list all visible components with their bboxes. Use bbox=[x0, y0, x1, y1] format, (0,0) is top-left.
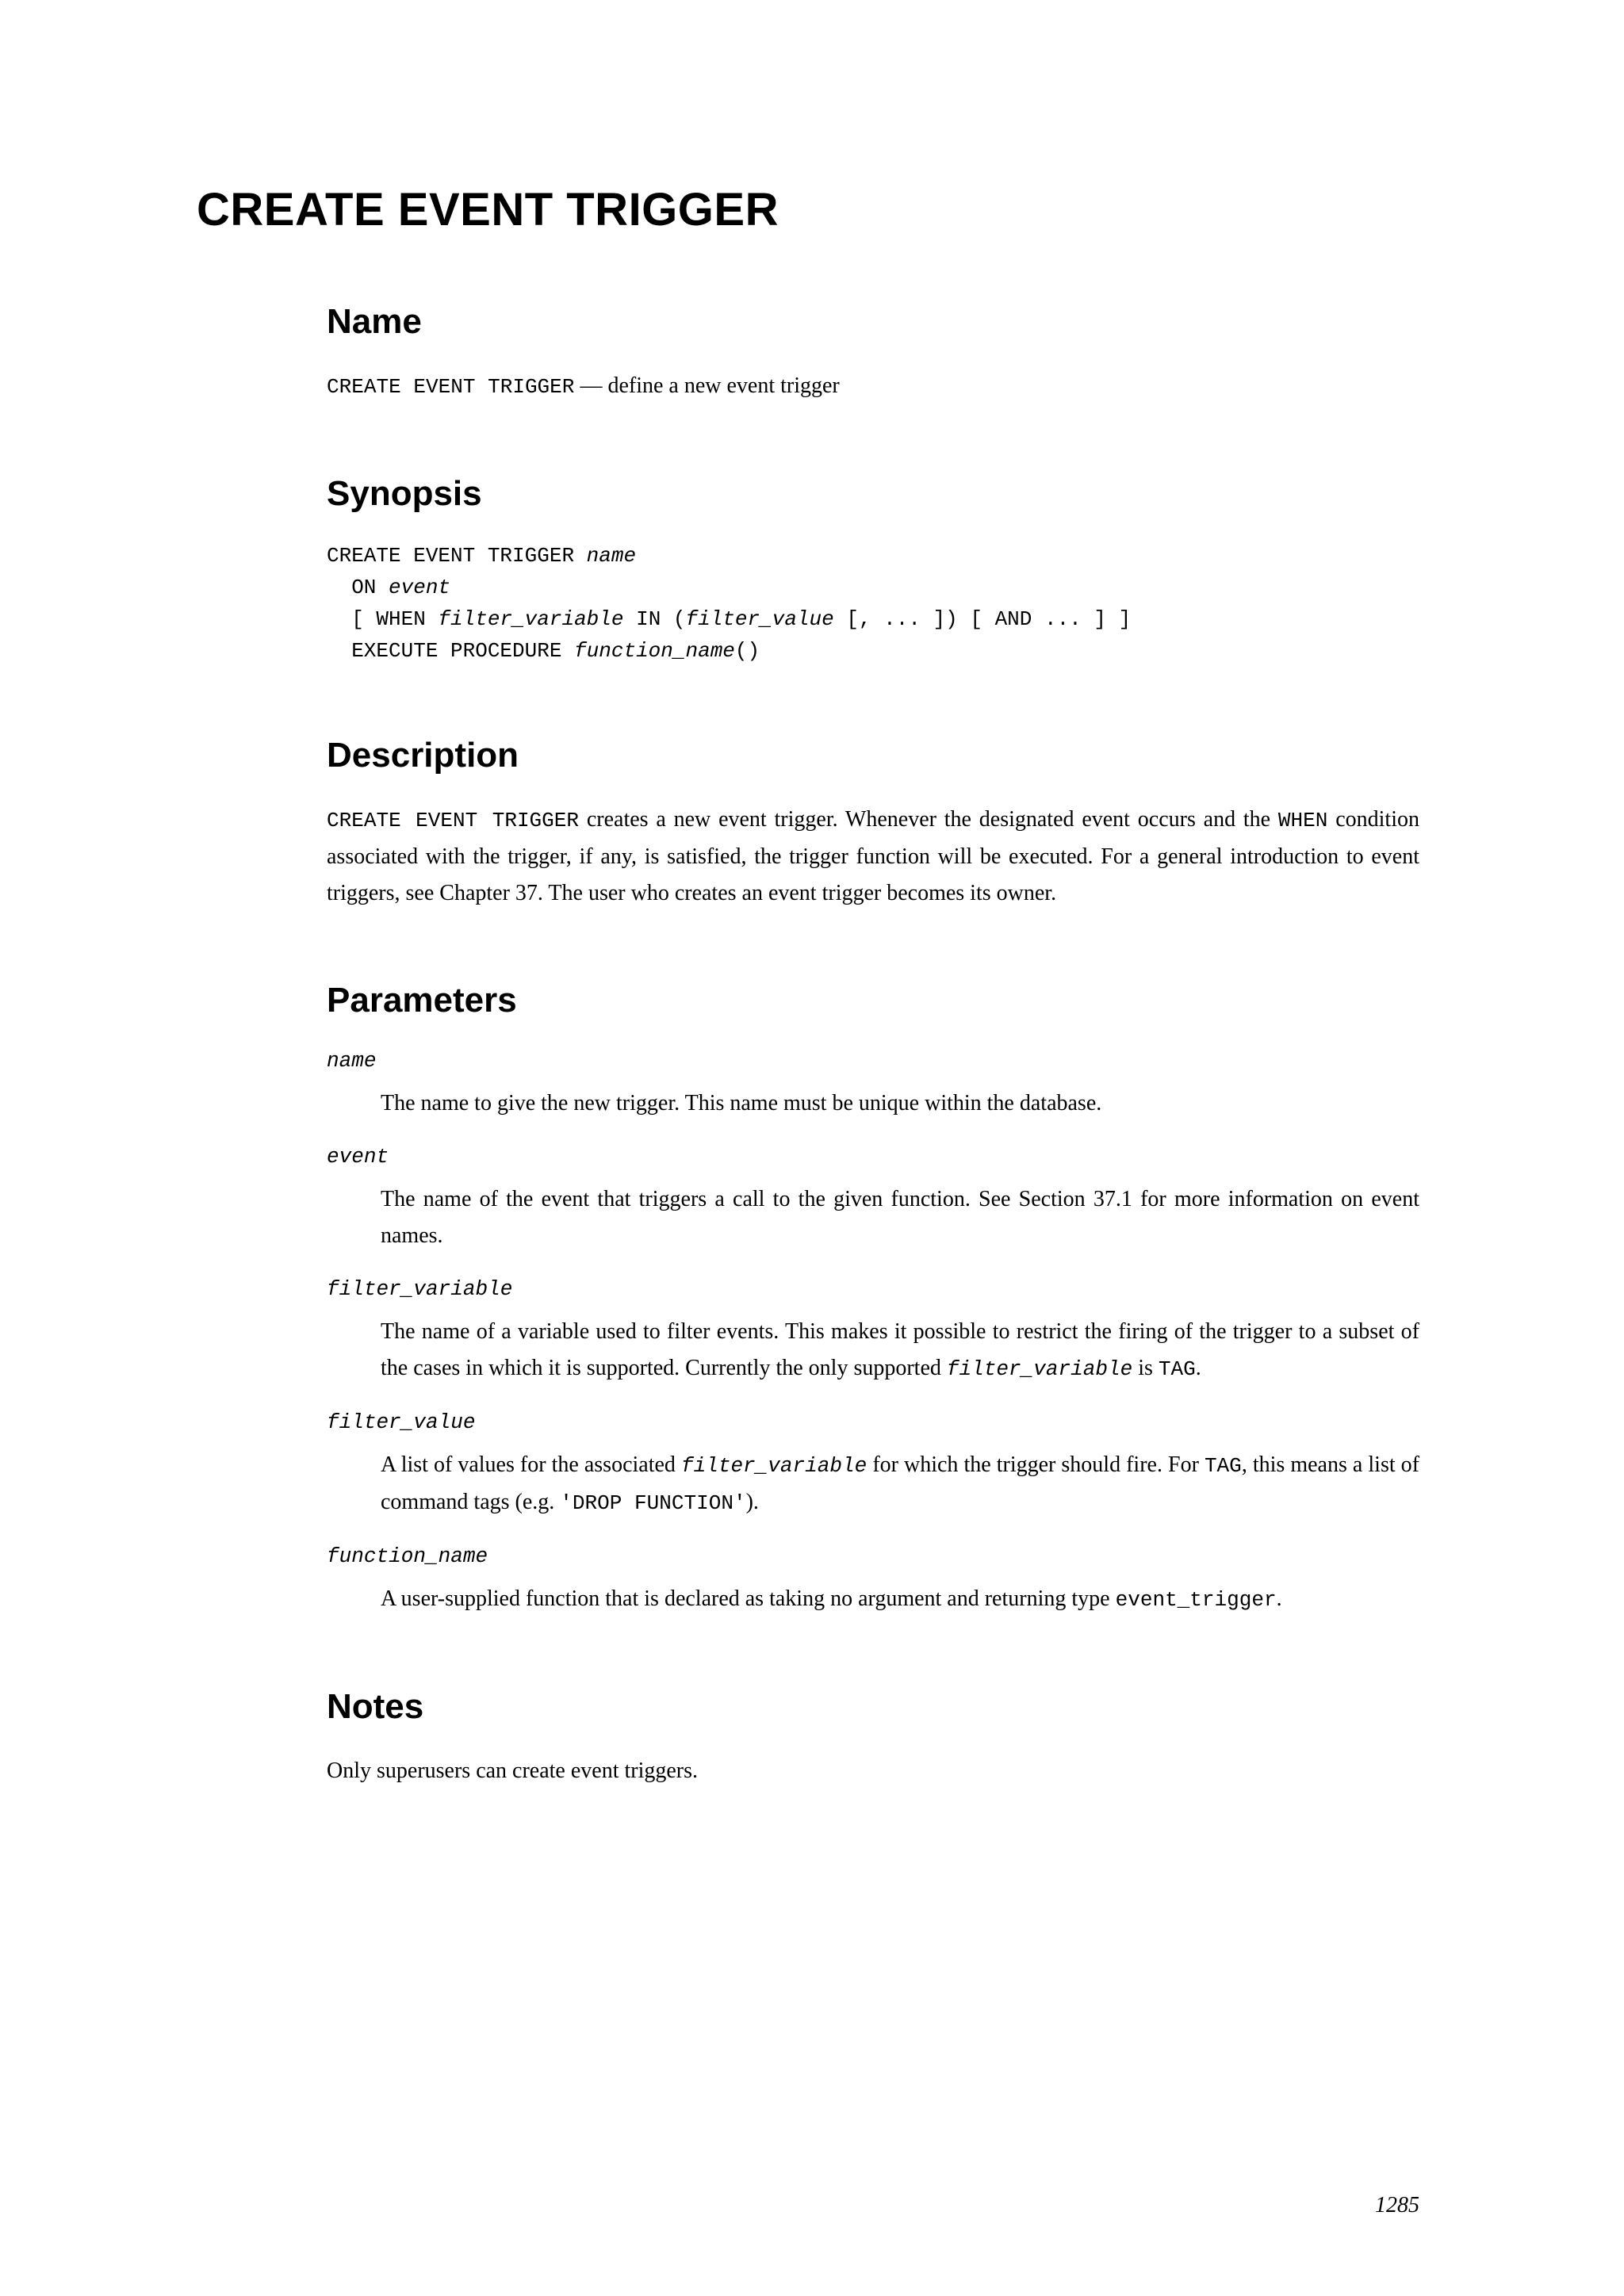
text-segment-mono: EXECUTE PROCEDURE bbox=[327, 639, 575, 663]
description-paragraph bbox=[327, 802, 1419, 912]
parameter-definition bbox=[381, 1314, 1419, 1387]
synopsis-code-block bbox=[327, 540, 1419, 667]
text-segment-mono: WHEN bbox=[1277, 809, 1328, 832]
parameter-term bbox=[327, 1047, 1419, 1074]
page-content bbox=[327, 303, 1419, 1789]
text-segment-mono: ON bbox=[327, 576, 389, 599]
text-segment-mono: () bbox=[734, 639, 760, 663]
text-segment-plain: . bbox=[1195, 1356, 1201, 1380]
text-segment-mono: TAG bbox=[1204, 1454, 1242, 1478]
text-segment-mono-italic: filter_value bbox=[327, 1410, 476, 1434]
text-segment-mono: 'DROP FUNCTION' bbox=[560, 1491, 746, 1515]
text-segment-mono: TAG bbox=[1158, 1357, 1196, 1381]
text-segment-mono: event_trigger bbox=[1115, 1588, 1277, 1612]
text-segment-plain: The name to give the new trigger. This name must be unique within the database. bbox=[381, 1091, 1102, 1115]
synopsis-code-line bbox=[327, 572, 1419, 603]
parameter-definition bbox=[381, 1447, 1419, 1521]
parameter-entry-event bbox=[327, 1142, 1419, 1254]
text-segment-plain: , this means a list of command tags (e.g. bbox=[381, 1452, 1419, 1514]
parameter-term bbox=[327, 1275, 1419, 1303]
text-segment-mono-italic: function_name bbox=[327, 1544, 488, 1568]
synopsis-code-line bbox=[327, 540, 1419, 572]
text-segment-mono-italic: filter_variable bbox=[438, 607, 624, 631]
section-parameters bbox=[327, 982, 1419, 1618]
text-segment-mono-italic: event bbox=[327, 1145, 389, 1169]
text-segment-plain: The name of the event that triggers a call to the given function. See Section 37.1 for more information on event names. bbox=[381, 1187, 1419, 1248]
text-segment-mono-italic: function_name bbox=[574, 639, 735, 663]
text-segment-plain: — define a new event trigger bbox=[574, 373, 840, 398]
text-segment-mono-italic: filter_value bbox=[685, 607, 834, 631]
synopsis-heading: Synopsis bbox=[327, 474, 482, 513]
text-segment-plain: Only superusers can create event triggers. bbox=[327, 1758, 699, 1783]
parameter-definition bbox=[381, 1581, 1419, 1618]
page-number: 1285 bbox=[1375, 2193, 1419, 2218]
text-segment-mono: CREATE EVENT TRIGGER bbox=[327, 544, 587, 568]
text-segment-plain: . bbox=[1276, 1586, 1282, 1611]
text-segment-mono-italic: filter_variable bbox=[680, 1454, 868, 1478]
text-segment-mono-italic: event bbox=[389, 576, 451, 599]
text-segment-mono-italic: name bbox=[586, 544, 637, 568]
text-segment-mono-italic: name bbox=[327, 1049, 377, 1073]
parameter-entry-filter-value bbox=[327, 1408, 1419, 1521]
name-summary bbox=[327, 368, 1419, 405]
description-heading: Description bbox=[327, 736, 519, 775]
parameter-definition bbox=[381, 1085, 1419, 1122]
text-segment-plain: A user-supplied function that is declared as taking no argument and returning type bbox=[381, 1586, 1116, 1611]
parameter-term bbox=[327, 1408, 1419, 1436]
parameters-heading: Parameters bbox=[327, 981, 517, 1020]
text-segment-plain: A list of values for the associated bbox=[381, 1452, 681, 1477]
page-title: CREATE EVENT TRIGGER bbox=[197, 184, 779, 235]
section-description bbox=[327, 737, 1419, 912]
parameter-entry-function-name bbox=[327, 1542, 1419, 1618]
notes-paragraph bbox=[327, 1753, 1419, 1789]
text-segment-plain: ). bbox=[745, 1490, 759, 1514]
text-segment-mono: IN ( bbox=[623, 607, 686, 631]
section-name bbox=[327, 303, 1419, 405]
parameter-term bbox=[327, 1142, 1419, 1170]
text-segment-mono-italic: filter_variable bbox=[327, 1277, 513, 1301]
text-segment-plain: creates a new event trigger. Whenever the designated event occurs and the bbox=[579, 807, 1278, 832]
text-segment-plain: for which the trigger should fire. For bbox=[867, 1452, 1205, 1477]
parameter-entry-name bbox=[327, 1047, 1419, 1122]
text-segment-mono: [ WHEN bbox=[327, 607, 439, 631]
parameter-term bbox=[327, 1542, 1419, 1570]
text-segment-mono: CREATE EVENT TRIGGER bbox=[327, 375, 575, 399]
text-segment-plain: is bbox=[1132, 1356, 1159, 1380]
text-segment-mono: CREATE EVENT TRIGGER bbox=[327, 809, 580, 832]
text-segment-plain: condition associated with the trigger, if any, is satisfied, the trigger function will be executed. For a general introduction to event triggers, see Chapter 37. The user who creates an event trigger becomes its owner. bbox=[327, 807, 1419, 905]
synopsis-code-line bbox=[327, 635, 1419, 667]
section-notes bbox=[327, 1688, 1419, 1789]
section-synopsis bbox=[327, 475, 1419, 667]
text-segment-mono: [, ... ]) [ AND ... ] ] bbox=[833, 607, 1132, 631]
notes-heading: Notes bbox=[327, 1687, 424, 1726]
text-segment-plain: The name of a variable used to filter events. This makes it possible to restrict the firing of the trigger to a subset of the cases in which it is supported. Currently the only supported bbox=[381, 1319, 1419, 1380]
text-segment-mono-italic: filter_variable bbox=[946, 1357, 1133, 1381]
parameter-entry-filter-variable bbox=[327, 1275, 1419, 1387]
synopsis-code-line bbox=[327, 603, 1419, 635]
parameter-definition bbox=[381, 1181, 1419, 1254]
name-heading: Name bbox=[327, 302, 422, 341]
